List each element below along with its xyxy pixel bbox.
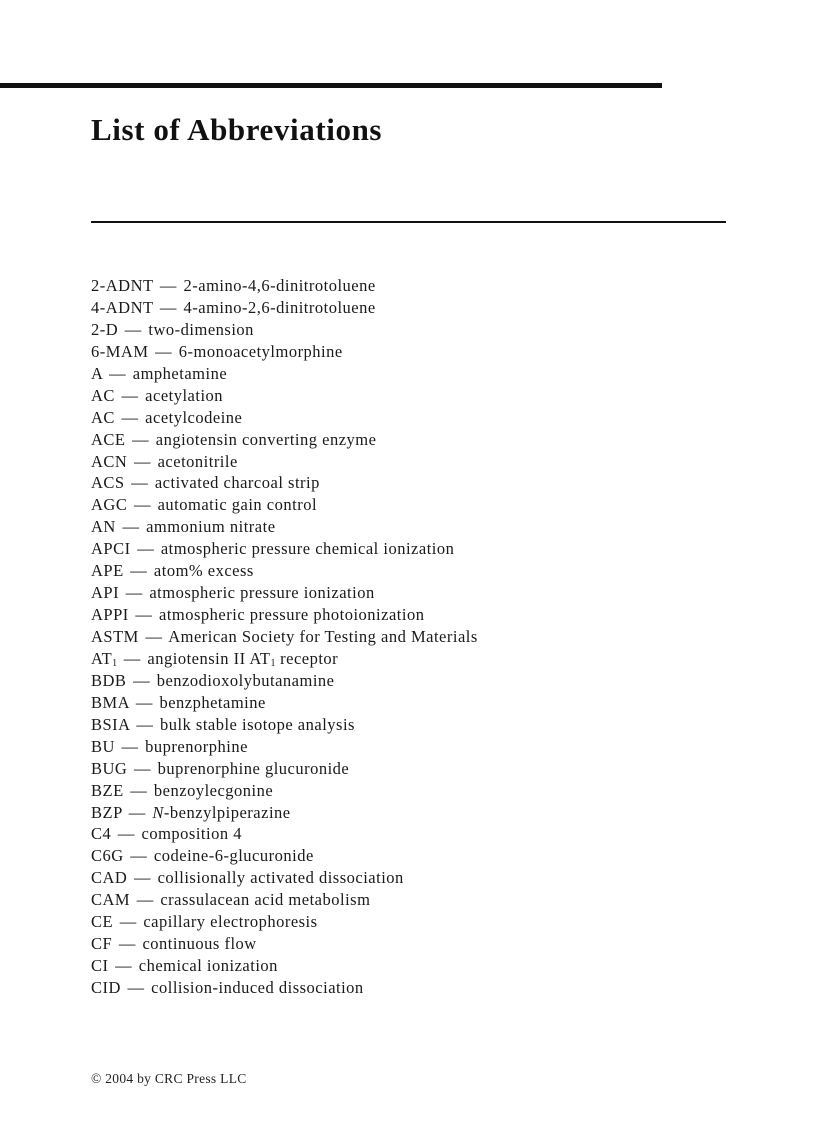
- list-item: [91, 494, 478, 516]
- abbreviation-term: CAM: [91, 890, 131, 910]
- em-dash-separator: —: [130, 780, 148, 800]
- em-dash-separator: —: [115, 956, 133, 976]
- list-item: [91, 648, 478, 670]
- definition-text: buprenorphine: [145, 736, 248, 756]
- abbreviation-term: ASTM: [91, 627, 139, 646]
- list-item: [91, 319, 478, 341]
- abbreviation-term: CAD: [91, 868, 128, 888]
- definition-text: two-dimension: [148, 319, 254, 339]
- definition-text: amphetamine: [132, 363, 228, 383]
- definition-text: composition 4: [141, 824, 242, 844]
- definition-text: atmospheric pressure chemical ionization: [160, 539, 455, 559]
- abbreviation-term: BDB: [91, 670, 127, 690]
- definition-text: bulk stable isotope analysis: [159, 714, 355, 734]
- list-item: [91, 933, 478, 955]
- abbreviation-list: [91, 275, 478, 999]
- definition-text: benzphetamine: [159, 692, 266, 712]
- em-dash-separator: —: [125, 583, 143, 603]
- list-item: [91, 363, 478, 385]
- em-dash-separator: —: [124, 319, 142, 339]
- definition-text: American Society for Testing and Materials: [168, 627, 478, 646]
- list-item: [91, 560, 478, 582]
- em-dash-separator: —: [155, 341, 173, 361]
- list-item: [91, 758, 478, 780]
- abbreviation-term: BU: [91, 736, 115, 756]
- em-dash-separator: —: [131, 473, 149, 493]
- definition-text: 6-monoacetylmorphine: [178, 341, 343, 361]
- em-dash-separator: —: [121, 736, 139, 756]
- em-dash-separator: —: [118, 934, 136, 954]
- em-dash-separator: —: [121, 385, 139, 405]
- list-item: [91, 429, 478, 451]
- definition-text: continuous flow: [142, 934, 257, 954]
- list-item: [91, 823, 478, 845]
- definition-text: receptor: [275, 648, 339, 668]
- definition-text: angiotensin II AT: [147, 648, 271, 668]
- em-dash-separator: —: [133, 495, 151, 515]
- list-item: [91, 714, 478, 736]
- em-dash-separator: —: [117, 824, 135, 844]
- list-item: [91, 604, 478, 626]
- abbreviation-term: 2-D: [91, 319, 119, 339]
- list-item: [91, 802, 478, 824]
- em-dash-separator: —: [159, 297, 177, 317]
- abbreviation-term: 4-ADNT: [91, 297, 154, 317]
- em-dash-separator: —: [128, 802, 146, 822]
- top-rule: [0, 83, 662, 88]
- abbreviation-term: 2-ADNT: [91, 276, 154, 295]
- definition-text: -benzylpiperazine: [163, 802, 291, 822]
- abbreviation-term: C4: [91, 824, 112, 844]
- abbreviation-term: 6-MAM: [91, 341, 149, 361]
- em-dash-separator: —: [127, 978, 145, 997]
- definition-text: acetonitrile: [157, 451, 238, 471]
- em-dash-separator: —: [136, 890, 154, 910]
- abbreviation-term: ACE: [91, 429, 126, 449]
- list-item: [91, 385, 478, 407]
- list-item: [91, 582, 478, 604]
- list-item: [91, 626, 478, 648]
- em-dash-separator: —: [132, 429, 150, 449]
- abbreviation-term: CF: [91, 934, 113, 954]
- definition-text: capillary electrophoresis: [143, 912, 318, 932]
- list-item: [91, 780, 478, 802]
- definition-text: atmospheric pressure photoionization: [159, 605, 425, 625]
- em-dash-separator: —: [122, 517, 140, 537]
- abbreviation-term: AT: [91, 648, 113, 668]
- abbreviation-term: APE: [91, 561, 124, 581]
- abbreviation-subscript: 1: [112, 657, 118, 669]
- abbreviation-term: BUG: [91, 758, 128, 778]
- abbreviation-term: A: [91, 363, 103, 383]
- copyright-footer: © 2004 by CRC Press LLC: [91, 1071, 247, 1086]
- list-item: [91, 275, 478, 297]
- definition-text: acetylcodeine: [145, 407, 243, 427]
- em-dash-separator: —: [130, 561, 148, 581]
- title-rule: [91, 221, 726, 223]
- definition-text: benzoylecgonine: [153, 780, 274, 800]
- em-dash-separator: —: [159, 276, 177, 295]
- list-item: [91, 451, 478, 473]
- abbreviation-term: APPI: [91, 605, 129, 625]
- abbreviation-term: APCI: [91, 539, 131, 559]
- definition-text: acetylation: [145, 385, 224, 405]
- definition-italic: N: [152, 802, 164, 822]
- definition-text: benzodioxolybutanamine: [156, 670, 335, 690]
- definition-text: crassulacean acid metabolism: [160, 890, 371, 910]
- definition-text: codeine-6-glucuronide: [153, 846, 314, 866]
- em-dash-separator: —: [130, 846, 148, 866]
- definition-text: ammonium nitrate: [146, 517, 276, 537]
- list-item: [91, 889, 478, 911]
- abbreviation-term: BMA: [91, 692, 130, 712]
- abbreviation-term: BZP: [91, 802, 123, 822]
- abbreviation-term: AC: [91, 407, 115, 427]
- em-dash-separator: —: [119, 912, 137, 932]
- list-item: [91, 911, 478, 933]
- em-dash-separator: —: [123, 648, 141, 668]
- list-item: [91, 341, 478, 363]
- em-dash-separator: —: [135, 605, 153, 625]
- em-dash-separator: —: [135, 692, 153, 712]
- list-item: [91, 867, 478, 889]
- page-title: List of Abbreviations: [91, 112, 383, 147]
- list-item: [91, 516, 478, 538]
- em-dash-separator: —: [133, 758, 151, 778]
- definition-text: collision-induced dissociation: [151, 978, 364, 997]
- abbreviation-term: AC: [91, 385, 115, 405]
- abbreviation-term: BSIA: [91, 714, 130, 734]
- em-dash-separator: —: [109, 363, 127, 383]
- abbreviation-term: AN: [91, 517, 116, 537]
- abbreviation-term: CI: [91, 956, 109, 976]
- definition-text: 4-amino-2,6-dinitrotoluene: [183, 297, 376, 317]
- definition-text: collisionally activated dissociation: [157, 868, 404, 888]
- em-dash-separator: —: [133, 451, 151, 471]
- list-item: [91, 955, 478, 977]
- abbreviation-term: CID: [91, 978, 121, 997]
- em-dash-separator: —: [133, 670, 151, 690]
- definition-text: automatic gain control: [157, 495, 318, 515]
- abbreviation-term: CE: [91, 912, 114, 932]
- definition-subscript: 1: [270, 657, 276, 669]
- em-dash-separator: —: [137, 539, 155, 559]
- em-dash-separator: —: [133, 868, 151, 888]
- definition-text: buprenorphine glucuronide: [157, 758, 350, 778]
- list-item: [91, 407, 478, 429]
- abbreviation-term: API: [91, 583, 120, 603]
- definition-text: activated charcoal strip: [154, 473, 320, 493]
- em-dash-separator: —: [121, 407, 139, 427]
- abbreviation-term: ACN: [91, 451, 128, 471]
- abbreviation-term: AGC: [91, 495, 128, 515]
- list-item: [91, 297, 478, 319]
- list-item: [91, 692, 478, 714]
- list-item: [91, 736, 478, 758]
- em-dash-separator: —: [145, 627, 163, 646]
- abbreviation-term: BZE: [91, 780, 124, 800]
- list-item: [91, 538, 478, 560]
- abbreviation-term: C6G: [91, 846, 124, 866]
- definition-text: 2-amino-4,6-dinitrotoluene: [183, 276, 376, 295]
- list-item: [91, 472, 478, 494]
- em-dash-separator: —: [136, 714, 154, 734]
- list-item: [91, 670, 478, 692]
- definition-text: angiotensin converting enzyme: [155, 429, 377, 449]
- abbreviation-term: ACS: [91, 473, 125, 493]
- list-item: [91, 845, 478, 867]
- list-item: [91, 977, 478, 999]
- definition-text: atom% excess: [153, 561, 254, 581]
- definition-text: atmospheric pressure ionization: [149, 583, 375, 603]
- definition-text: chemical ionization: [138, 956, 278, 976]
